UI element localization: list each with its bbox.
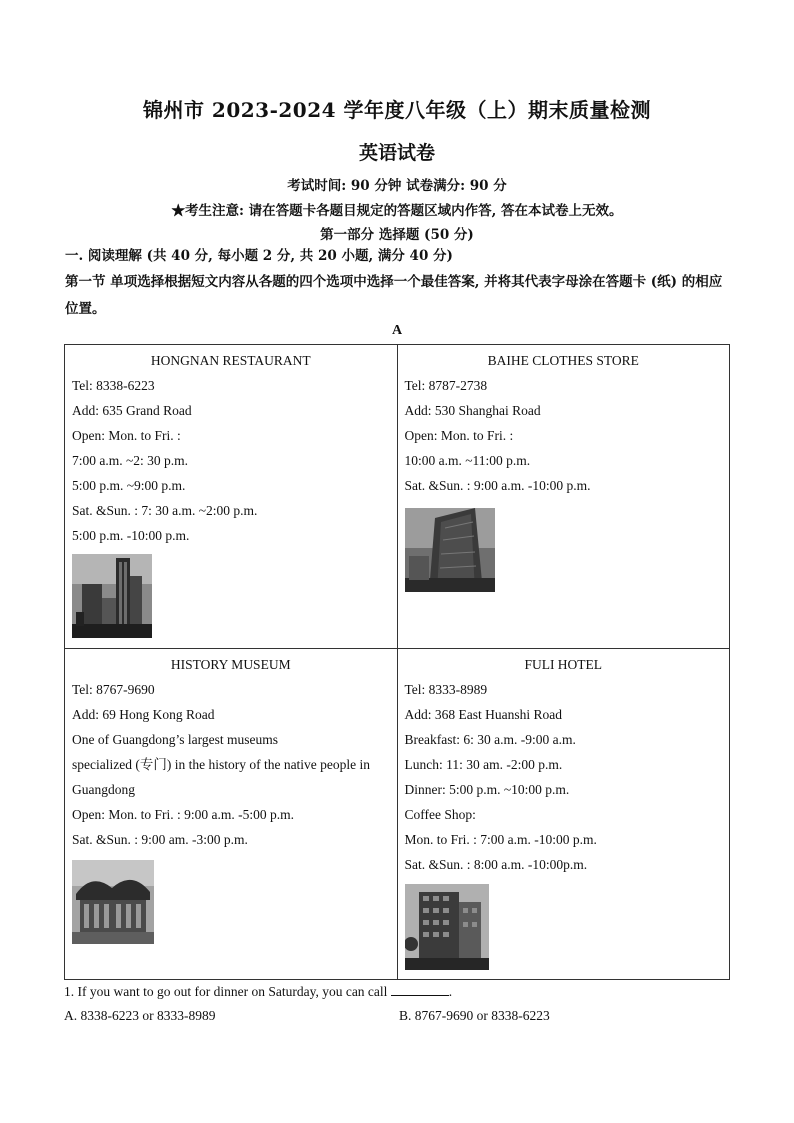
ad-line: Tel: 8333-8989 [404, 682, 488, 697]
ad-cell-museum [65, 649, 398, 980]
exam-info: 考试时间: 90 分钟 试卷满分: 90 分 [287, 178, 507, 194]
ad-line: One of Guangdong’s largest museums [72, 732, 278, 747]
ad-line: Add: 530 Shanghai Road [404, 403, 541, 418]
ad-cell-hotel [397, 649, 730, 980]
clothes-store-photo [405, 508, 495, 592]
ad-line: Open: Mon. to Fri. : [404, 428, 514, 443]
ad-line: Add: 368 East Huanshi Road [404, 707, 562, 722]
candidate-notice: ★考生注意: 请在答题卡各题目规定的答题区域内作答, 答在本试卷上无效。 [171, 203, 623, 219]
ad-line: Tel: 8338-6223 [72, 378, 155, 393]
ad-line: Add: 635 Grand Road [72, 403, 192, 418]
ad-cell-clothes-store [397, 345, 730, 649]
exam-title: 锦州市 2023-2024 学年度八年级（上）期末质量检测 [142, 98, 652, 122]
ad-title: HONGNAN RESTAURANT [150, 353, 311, 368]
part-title: 第一部分 选择题 (50 分) [320, 227, 474, 243]
question-1-end: . [448, 984, 453, 999]
ad-line: Open: Mon. to Fri. : [72, 428, 181, 443]
museum-photo [72, 860, 154, 944]
ad-line: Sat. &Sun. : 9:00 am. -3:00 p.m. [72, 832, 248, 847]
ad-line: 7:00 a.m. ~2: 30 p.m. [72, 453, 189, 468]
ad-line: 10:00 a.m. ~11:00 p.m. [404, 453, 531, 468]
ad-line: specialized (专门) in the history of the native people in Guangdong [72, 757, 371, 797]
ad-line: Lunch: 11: 30 am. -2:00 p.m. [404, 757, 563, 772]
ads-table [64, 344, 730, 980]
ad-line: Sat. &Sun. : 7: 30 a.m. ~2:00 p.m. [72, 503, 258, 518]
ad-line: Coffee Shop: [404, 807, 476, 822]
ad-title: FULI HOTEL [524, 657, 603, 672]
ad-line: Dinner: 5:00 p.m. ~10:00 p.m. [404, 782, 570, 797]
ad-line: Tel: 8787-2738 [404, 378, 488, 393]
ad-title: HISTORY MUSEUM [170, 657, 291, 672]
ad-line: Add: 69 Hong Kong Road [72, 707, 215, 722]
ad-line: Sat. &Sun. : 8:00 a.m. -10:00p.m. [404, 857, 588, 872]
ad-line: Mon. to Fri. : 7:00 a.m. -10:00 p.m. [404, 832, 597, 847]
option-a: A. 8338-6223 or 8333-8989 [64, 1008, 216, 1023]
section-heading: 一. 阅读理解 (共 40 分, 每小题 2 分, 共 20 小题, 满分 40 分) [65, 248, 453, 264]
option-b: B. 8767-9690 or 8338-6223 [399, 1008, 550, 1023]
ad-line: 5:00 p.m. -10:00 p.m. [72, 528, 190, 543]
passage-label: A [391, 323, 403, 338]
ad-line: Tel: 8767-9690 [72, 682, 155, 697]
ad-cell-restaurant [65, 345, 398, 649]
ad-line: Breakfast: 6: 30 a.m. -9:00 a.m. [404, 732, 576, 747]
section-instruction: 第一节 单项选择根据短文内容从各题的四个选项中选择一个最佳答案, 并将其代表字母涂在答题卡 (纸) 的相应位置。 [65, 274, 723, 317]
ad-title: BAIHE CLOTHES STORE [487, 353, 639, 368]
ad-line: Open: Mon. to Fri. : 9:00 a.m. -5:00 p.m. [72, 807, 294, 822]
ad-line: 5:00 p.m. ~9:00 p.m. [72, 478, 186, 493]
question-1 [64, 983, 452, 1000]
answer-blank [391, 983, 449, 996]
hotel-photo [405, 884, 489, 970]
exam-subtitle: 英语试卷 [358, 142, 435, 164]
question-1-text: 1. If you want to go out for dinner on Saturday, you can call [64, 984, 388, 999]
restaurant-photo [72, 554, 152, 638]
ad-line: Sat. &Sun. : 9:00 a.m. -10:00 p.m. [404, 478, 591, 493]
